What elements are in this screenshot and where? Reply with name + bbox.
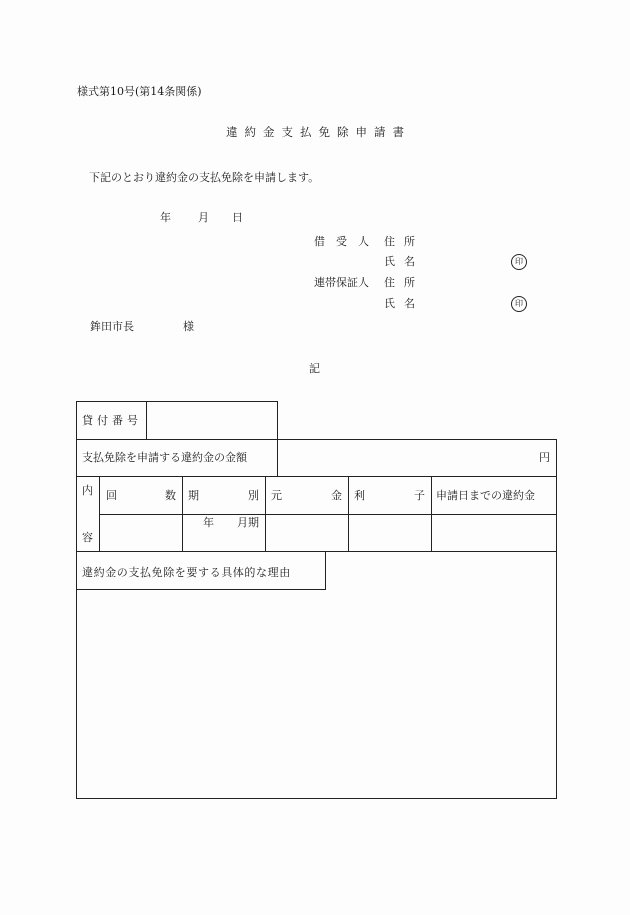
divider: [325, 551, 326, 590]
col-interest-header-2: 子: [414, 489, 425, 502]
loan-number-field[interactable]: [150, 405, 274, 436]
amount-field[interactable]: [282, 442, 532, 473]
col-interest-header-1: 利: [354, 489, 365, 502]
penalty-field[interactable]: [434, 517, 554, 550]
guarantor-name-label: 氏名: [384, 297, 424, 310]
divider: [76, 589, 325, 590]
divider: [277, 439, 278, 477]
date-year-label: 年: [160, 211, 171, 224]
guarantor-label: 連帯保証人: [314, 276, 369, 289]
borrower-name-label: 氏名: [384, 255, 424, 268]
col-period-header-1: 期: [188, 489, 199, 502]
divider: [76, 476, 556, 477]
col-principal-header-2: 金: [331, 489, 342, 502]
col-count-header-2: 数: [165, 489, 176, 502]
date-month-label: 月: [198, 211, 209, 224]
amount-unit: 円: [539, 451, 550, 464]
date-day-label: 日: [232, 211, 243, 224]
content-label-bottom: 容: [82, 531, 93, 544]
addressee-honorific: 様: [183, 320, 194, 333]
content-label-top: 内: [82, 484, 93, 497]
col-interest-header: [354, 490, 425, 501]
col-period-header-2: 別: [248, 489, 259, 502]
divider: [146, 401, 147, 439]
col-penalty-header: 申請日までの違約金: [436, 489, 535, 502]
col-count-header-1: 回: [106, 489, 117, 502]
period-month-label: 月期: [237, 516, 259, 529]
col-principal-header-1: 元: [271, 489, 282, 502]
interest-field[interactable]: [351, 517, 429, 550]
principal-field[interactable]: [268, 517, 346, 550]
divider: [99, 514, 556, 515]
amount-label: 支払免除を申請する違約金の金額: [82, 451, 247, 464]
guarantor-address-label: 住所: [384, 276, 424, 289]
count-field[interactable]: [102, 517, 180, 550]
reason-label: 違約金の支払免除を要する具体的な理由: [82, 566, 291, 579]
col-period-header: [188, 490, 259, 501]
divider: [76, 551, 556, 552]
reason-textarea[interactable]: [80, 594, 552, 794]
loan-number-label: 貸付番号: [82, 414, 142, 427]
intro-text: 下記のとおり違約金の支払免除を申請します。: [89, 171, 320, 184]
borrower-seal-icon: 印: [511, 254, 527, 270]
col-principal-header: [271, 490, 342, 501]
borrower-label: 借受人: [314, 235, 380, 248]
addressee-name: 鉾田市長: [90, 320, 134, 333]
col-count-header: [106, 490, 176, 501]
page-title: 違約金支払免除申請書: [226, 125, 411, 139]
period-year-label: 年: [203, 516, 214, 529]
borrower-address-label: 住所: [384, 235, 424, 248]
form-number: 様式第10号(第14条関係): [77, 85, 202, 98]
guarantor-seal-icon: 印: [511, 296, 527, 312]
ki-label: 記: [309, 362, 320, 375]
